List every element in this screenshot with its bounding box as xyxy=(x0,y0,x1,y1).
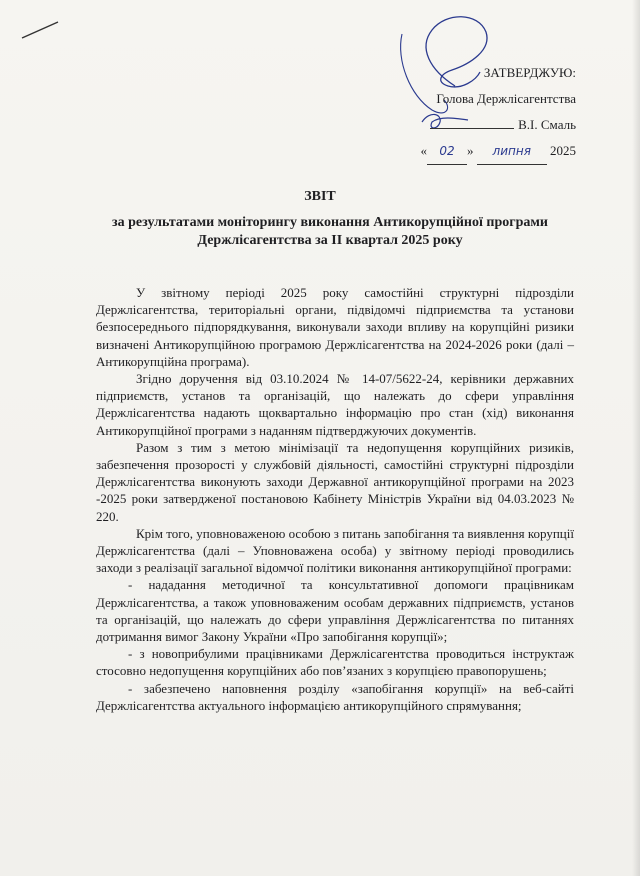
list-item: - нададання методичної та консультативної допомоги працівникам Держлісагентства, а також уповноваженим особам державних підприємств, установ та організацій, що належать до сфери управління Держлісагентства по питаннях дотримання вимог Закону України «Про запобігання корупції»; xyxy=(96,577,574,645)
approve-label: ЗАТВЕРДЖУЮ: xyxy=(483,65,576,80)
paragraph: Разом з тим з метою мінімізації та недопущення корупційних ризиків, забезпечення прозорості у службовій діяльності, самостійні структурні підрозділи Держлісагентства виконують заходи Державної антикорупційної програми на 2023 -2025 роки затвердженої постановою Кабінету Міністрів України від 04.03.2023 № 220. xyxy=(96,439,574,524)
approver-position: Голова Держлісагентства xyxy=(436,91,576,106)
list-item: - забезпечено наповнення розділу «запобігання корупції» на веб-сайті Держлісагентства актуального інформацією антикорупційного спрямування; xyxy=(96,680,574,713)
date-quote-close: » xyxy=(467,143,474,158)
paragraph: Крім того, уповноваженою особою з питань запобігання та виявлення корупції Держлісагентства (далі – Уповноважена особа) у звітному періоді проводились заходи з реалізації загальної відомчої політики виконання антикорупційної програми: xyxy=(96,525,574,576)
approval-block xyxy=(336,60,576,165)
date-year: 2025 xyxy=(550,143,576,158)
document-title: ЗВІТ xyxy=(304,189,336,204)
document-body xyxy=(96,284,574,714)
signature-line xyxy=(430,114,514,129)
approver-signature-line xyxy=(336,112,576,138)
scan-edge-shadow xyxy=(632,0,640,876)
date-month: липня xyxy=(477,138,547,165)
paragraph: Згідно доручення від 03.10.2024 № 14-07/5622-24, керівники державних підприємств, установ та організацій, що належать до сфери управління Держлісагентства надають щоквартально інформацію про стан (хід) виконання Антикорупційної програми з наданням підтверджуючих документів. xyxy=(96,371,574,438)
approver-name: В.І. Смаль xyxy=(518,117,576,132)
list-item: - з новоприбулими працівниками Держлісагентства проводиться інструктаж стосовно недопущення корупційних або пов’язаних з корупцією правопорушень; xyxy=(96,646,574,679)
date-quote-open: « xyxy=(420,143,427,158)
paragraph: У звітному періоді 2025 року самостійні структурні підрозділи Держлісагентства, територіальні органи, підвідомчі підприємства та установи безпосереднього підпорядкування, виконували заходи впливу на корупційні ризики визначені Антикорупційною програмою Держлісагентства на 2024-2026 роки (далі – Антикорупційна програма). xyxy=(96,285,574,369)
document-subtitle: за результатами моніторингу виконання Антикорупційної програми Держлісагентства за ІІ квартал 2025 року xyxy=(112,215,548,248)
approval-date xyxy=(336,138,576,165)
date-day: 02 xyxy=(427,138,467,165)
